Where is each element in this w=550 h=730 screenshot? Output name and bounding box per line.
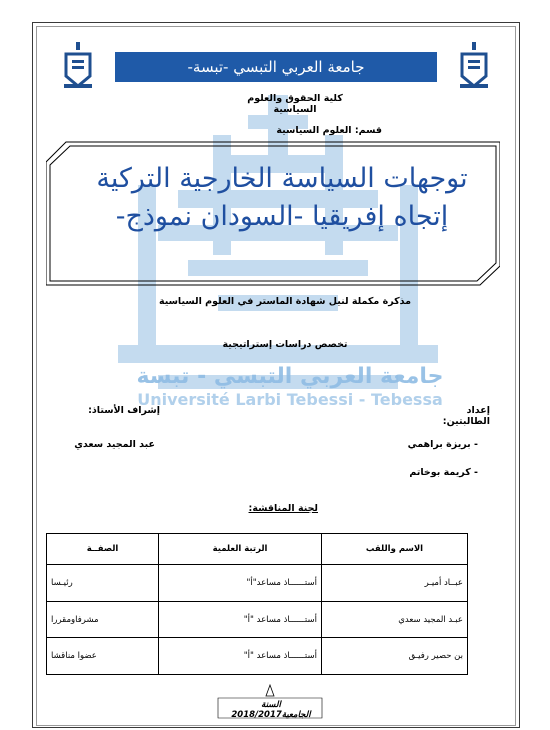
university-banner: جامعة العربي التبسي -تبسة- (115, 52, 437, 82)
supervisor-name: عبد المجيد سعدي (74, 439, 155, 450)
jury-member-name: عبـد المجيد سعدي (321, 601, 467, 638)
supervisor-label: إشراف الأستاذ: (88, 405, 160, 416)
department-name: قسم: العلوم السياسية (276, 125, 382, 136)
specialty: تخصص دراسات إستراتيجية (222, 339, 348, 350)
jury-member-rank: أستــــــاذ مساعد "أ" (159, 601, 322, 638)
table-row (47, 601, 468, 638)
jury-member-rank: أستــــــاذ مساعد "أ" (159, 638, 322, 675)
jury-member-role: مشرفاومقررا (47, 601, 159, 638)
jury-table (46, 533, 468, 675)
thesis-title-line1: توجهات السياسة الخارجية التركية (96, 163, 468, 194)
university-logo-left (62, 42, 94, 90)
faculty-name: كلية الحقوق والعلوم السياسية (247, 93, 343, 115)
committee-label: لجنة المناقشة: (248, 503, 318, 514)
thesis-title-line2: إتجاه إفريقيا -السودان نموذج- (115, 201, 449, 232)
jury-member-rank: أستــــــاذ مساعد"أ" (159, 565, 322, 602)
jury-member-name: بن حصير رفيـق (321, 638, 467, 675)
column-header: الاسم واللقب (321, 534, 467, 565)
student-name: - كريمة بوخاتم (409, 467, 478, 478)
jury-member-name: عبــاد أميـر (321, 565, 467, 602)
jury-member-role: رئيـسا (47, 565, 159, 602)
jury-member-role: عضوا مناقشا (47, 638, 159, 675)
university-logo-right (458, 42, 490, 90)
memo-description: مذكرة مكملة لنيل شهادة الماستر في العلوم السياسية (158, 296, 412, 307)
watermark-arabic-text: جامعة العربي التبسي - تبسة (136, 364, 444, 389)
thesis-title (64, 160, 500, 236)
table-header-row (47, 534, 468, 565)
column-header: الصفــة (47, 534, 159, 565)
academic-year: السنة الجامعية2018/2017 (231, 700, 311, 720)
prepared-by-label: إعداد الطالبتين: (442, 405, 490, 427)
student-name: - بريزة براهمي (407, 439, 478, 450)
table-row (47, 565, 468, 602)
table-row (47, 638, 468, 675)
watermark-latin-text: Université Larbi Tebessi - Tebessa (137, 390, 443, 409)
column-header: الرتبة العلمية (159, 534, 322, 565)
